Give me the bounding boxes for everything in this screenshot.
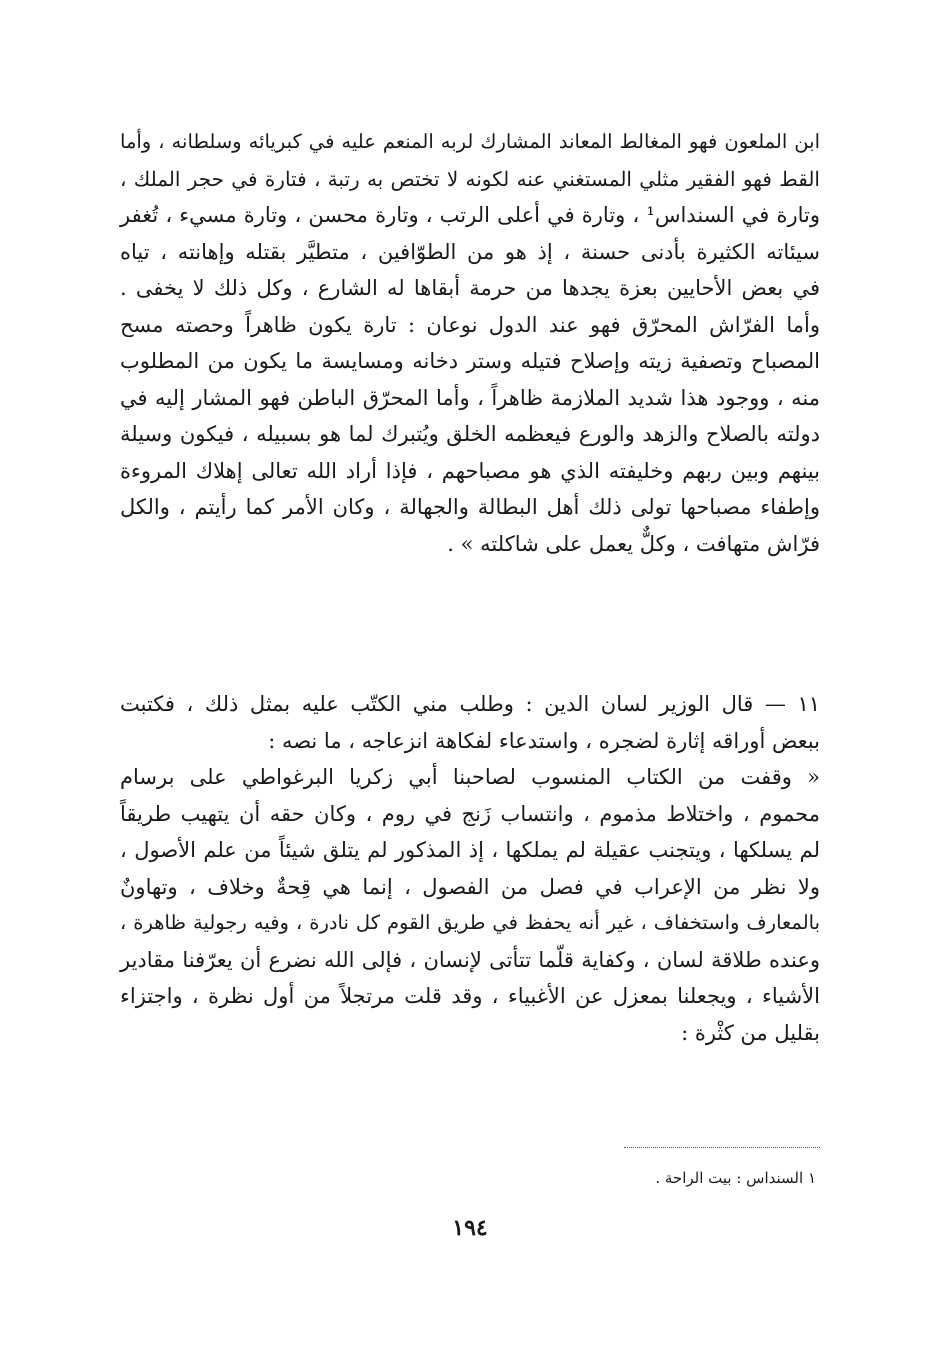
text-line: وتارة في السنداس¹ ، وتارة في أعلى الرتب ، وتارة محسن ، وتارة مسيء ، تُغفر <box>120 203 820 227</box>
text-line: دولته بالصلاح والزهد والورع فيعظمه الخلق ويُتبرك لما هو بسبيله ، فيكون وسيلة <box>120 422 820 446</box>
text-line: سيئاته الكثيرة بأدنى حسنة ، إذ هو من الطوّافين ، متطيَّر بقتله وإهانته ، تياه <box>120 239 820 264</box>
text-line: منه ، ووجود هذا شديد الملازمة ظاهراً ، وأما المحرّق الباطن فهو المشار إليه في <box>120 385 820 410</box>
text-line: ١١ — قال الوزير لسان الدين : وطلب مني الكتّب عليه بمثل ذلك ، فكتبت <box>120 692 820 716</box>
text-line: وإطفاء مصباحها تولى ذلك أهل البطالة والجهالة ، وكان الأمر كما رأيتم ، والكل <box>120 495 820 519</box>
paragraph-2 <box>120 686 820 1051</box>
footnote-divider <box>624 1147 820 1148</box>
text-line: ابن الملعون فهو المغالط المعاند المشارك لربه المنعم عليه في كبريائه وسلطانه ، وأما <box>120 130 820 153</box>
text-line: المصباح وتصفية زيته وإصلاح فتيله وستر دخانه ومسايسة ما يكون من المطلوب <box>120 349 820 373</box>
text-line: فرّاش متهافت ، وكلٌّ يعمل على شاكلته » . <box>447 531 820 556</box>
paragraph-1 <box>120 124 820 562</box>
text-line: وعنده طلاقة لسان ، وكفاية قلّما تتأتى لإنسان ، فإلى الله نضرع أن يعرّفنا مقادير <box>120 947 820 972</box>
text-line: بقليل من كثْرة : <box>681 1020 820 1045</box>
text-line: « وقفت من الكتاب المنسوب لصاحبنا أبي زكريا البرغواطي على برسام <box>120 765 820 789</box>
text-line: في بعض الأحايين بعزة يجدها من حرمة أبقاها له الشارع ، وكل ذلك لا يخفى . <box>120 276 820 300</box>
text-line: لم يسلكها ، ويتجنب عقيلة لم يملكها ، إذ المذكور لم يتلق شيئاً من علم الأصول ، <box>120 838 820 862</box>
text-line: محموم ، واختلاط مذموم ، وانتساب زَنج في روم ، وكان حقه أن يتهيب طريقاً <box>120 801 820 826</box>
text-line: ببعض أوراقه إثارة لضجره ، واستدعاء لفكاهة انزعاجه ، ما نصه : <box>268 728 820 753</box>
text-line: وأما الفرّاش المحرّق فهو عند الدول نوعان : تارة يكون ظاهراً وحصته مسح <box>120 312 820 337</box>
text-line: بينهم وبين ربهم وخليفته الذي هو مصباحهم ، فإذا أراد الله تعالى إهلاك المروءة <box>120 458 820 483</box>
text-line: الأشياء ، ويجعلنا بمعزل عن الأغبياء ، وقد قلت مرتجلاً من أول نظرة ، واجتزاء <box>120 984 820 1008</box>
footnote: ١ السنداس : بيت الراحة . <box>655 1169 816 1187</box>
text-line: بالمعارف واستخفاف ، غير أنه يحفظ في طريق القوم كل نادرة ، وفيه رجولية ظاهرة ، <box>120 911 820 934</box>
page-number: ١٩٤ <box>452 1215 488 1241</box>
text-line: القط فهو الفقير مثلي المستغني عنه لكونه لا تختص به رتبة ، فتارة في حجر الملك ، <box>120 166 820 191</box>
text-line: ولا نظر من الإعراب في فصل من الفصول ، إنما هي قِحةٌ وخلاف ، وتهاونٌ <box>120 874 820 899</box>
